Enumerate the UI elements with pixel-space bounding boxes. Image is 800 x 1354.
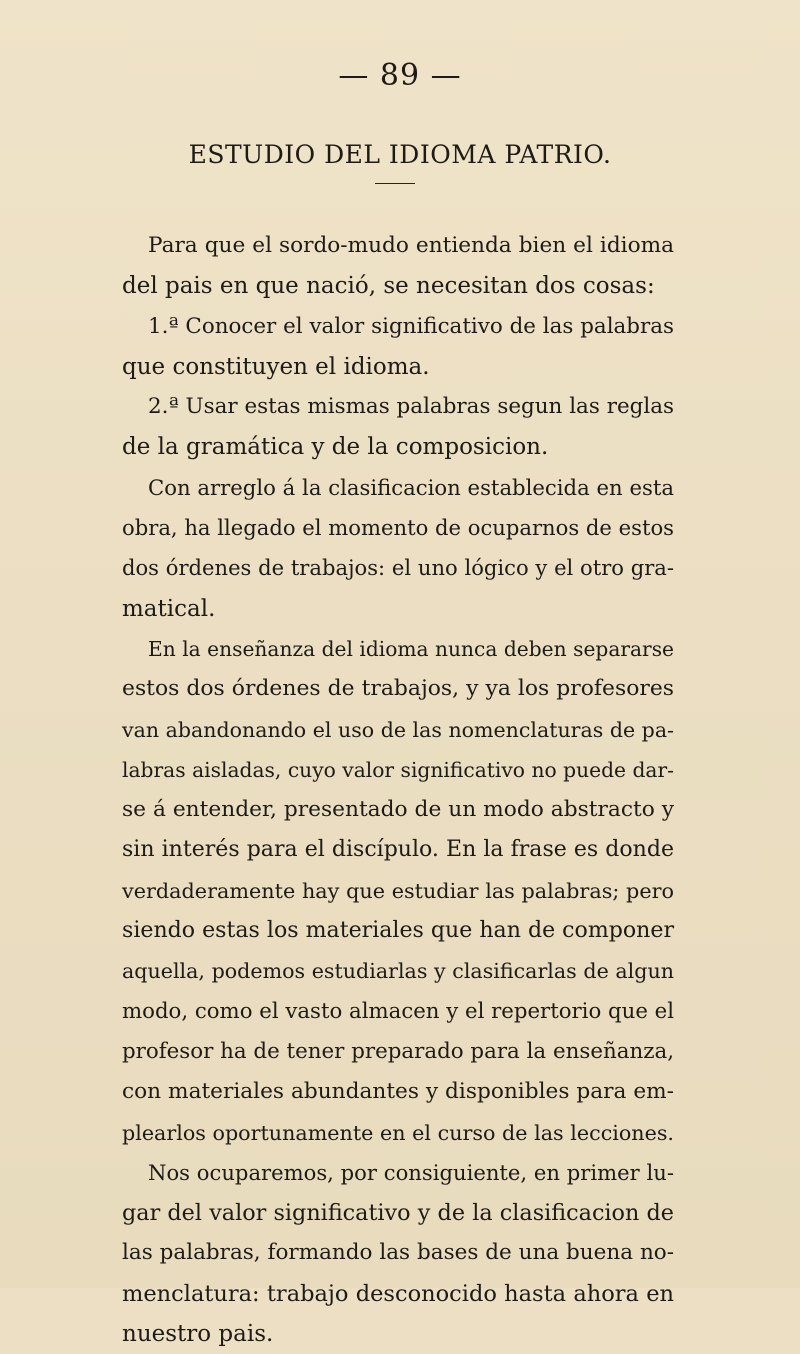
text-line: Para que el sordo-mudo entienda bien el idioma [148,233,674,258]
text-line: con materiales abundantes y disponibles para em- [122,1079,674,1105]
text-line: 2.ª Usar estas mismas palabras segun las reglas [148,394,674,420]
text-line: estos dos órdenes de trabajos, y ya los profesores [122,676,674,702]
text-line: van abandonando el uso de las nomenclaturas de pa- [122,717,674,742]
text-line: dos órdenes de trabajos: el uno lógico y el otro gra- [122,555,674,581]
text-line: plearlos oportunamente en el curso de las lecciones. [122,1120,674,1145]
text-line: labras aisladas, cuyo valor significativo no puede dar- [122,757,674,782]
text-line: gar del valor significativo y de la clasificacion de [122,1200,674,1227]
page-title: ESTUDIO DEL IDIOMA PATRIO. [188,140,612,169]
page-number: — 89 — [338,58,462,93]
text-line: las palabras, formando las bases de una buena no- [122,1240,674,1266]
text-line: sin interés para el discípulo. En la frase es donde [122,837,674,863]
text-line: siendo estas los materiales que han de componer [122,918,675,944]
text-line: 1.ª Conocer el valor significativo de las palabras [148,313,674,339]
text-line: matical. [122,595,216,622]
text-line: Con arreglo á la clasificacion establecida en esta [148,474,674,500]
text-line: aquella, podemos estudiarlas y clasificarlas de algun [122,959,674,984]
text-line: verdaderamente hay que estudiar las palabras; pero [122,878,674,903]
text-line: Nos ocuparemos, por consiguiente, en primer lu- [148,1159,674,1185]
title-divider [375,183,415,184]
text-line: del pais en que nació, se necesitan dos cosas: [122,273,655,300]
text-line: de la gramática y de la composicion. [122,434,549,461]
text-line: se á entender, presentado de un modo abstracto y [122,797,674,823]
text-line: menclatura: trabajo desconocido hasta ahora en [122,1280,674,1307]
text-line: obra, ha llegado el momento de ocuparnos de estos [122,515,674,541]
text-line: En la enseñanza del idioma nunca deben separarse [148,636,674,661]
text-line: nuestro pais. [122,1321,274,1348]
text-line: profesor ha de tener preparado para la enseñanza, [122,1038,674,1064]
text-line: que constituyen el idioma. [122,353,430,380]
text-line: modo, como el vasto almacen y el repertorio que el [122,998,675,1024]
body-text [122,226,674,1354]
